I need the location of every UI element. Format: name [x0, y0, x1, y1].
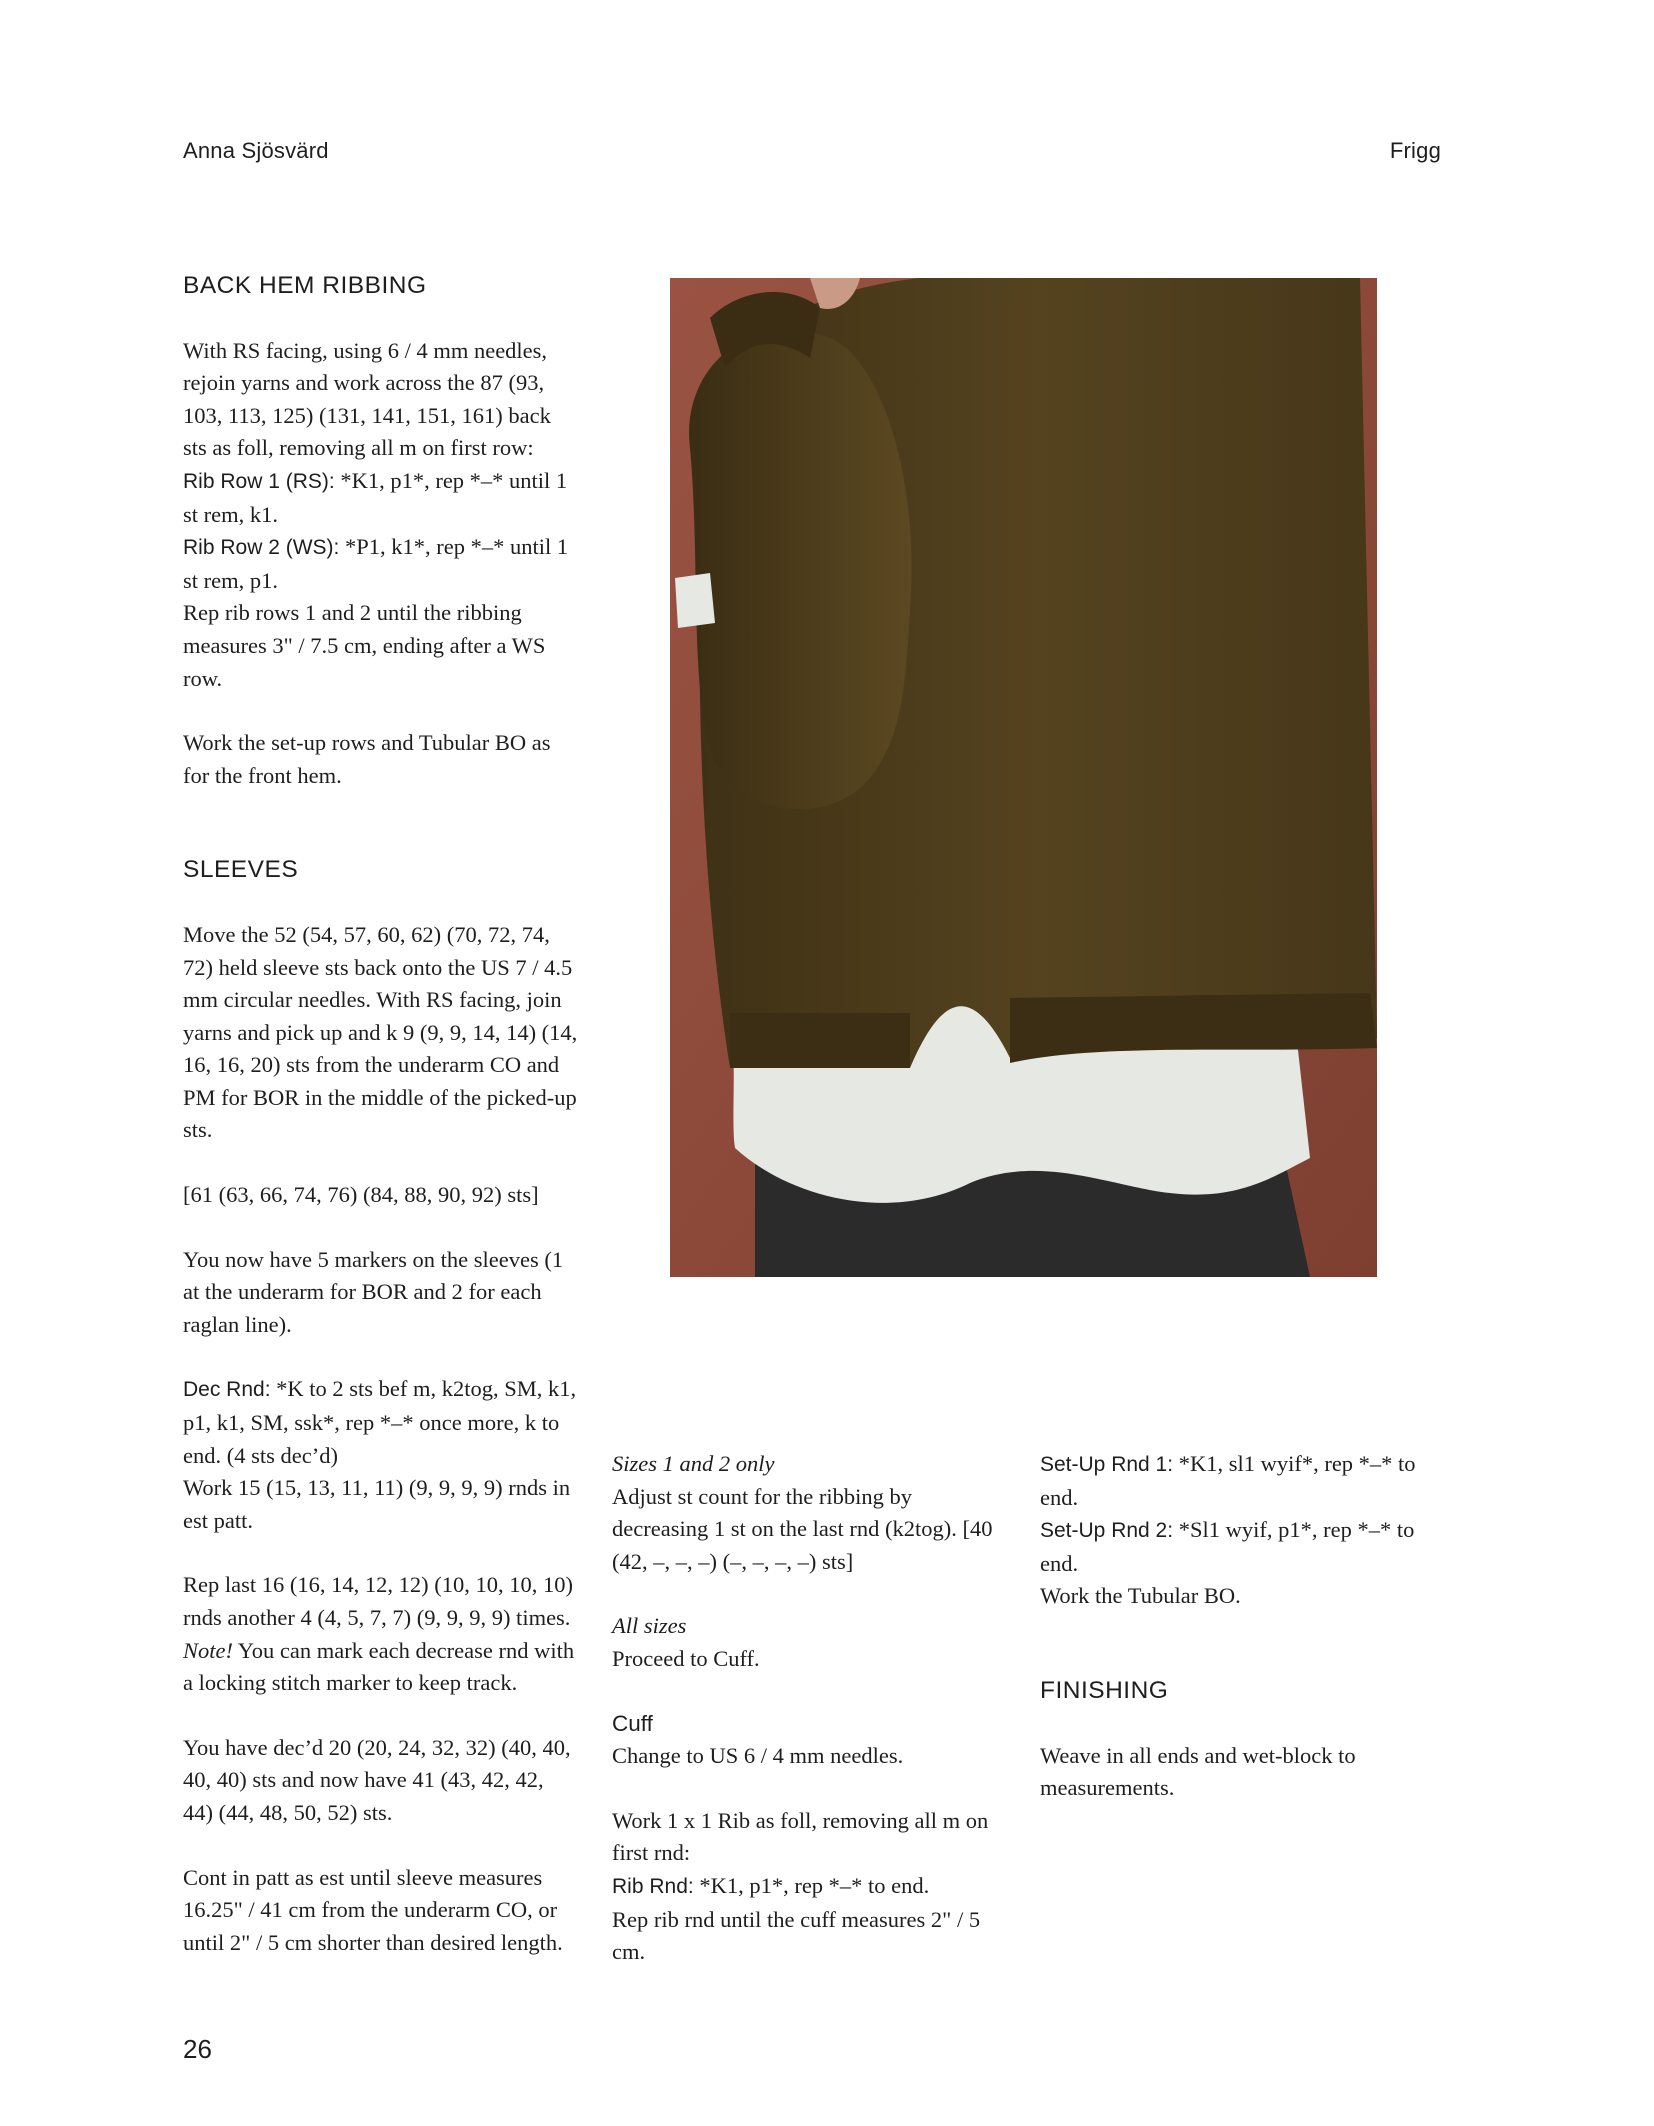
setup-rnd-2-text: *Sl1 wyif, p1*, rep *–* to end. — [1040, 1517, 1415, 1576]
rib-row-1-label: Rib Row 1 (RS): — [183, 469, 335, 493]
repeat-rnds-text: Rep last 16 (16, 14, 12, 12) (10, 10, 10, 10) rnds another 4 (4, 5, 7, 7) (9, 9, 9, 9) times. — [183, 1572, 573, 1630]
cuff-needles: Change to US 6 / 4 mm needles. — [612, 1743, 904, 1769]
rib-repeat: Rep rib rows 1 and 2 until the ribbing measures 3" / 7.5 cm, ending after a WS row. — [183, 600, 546, 691]
cuff-heading: Cuff — [612, 1710, 653, 1736]
cuff-rib: Work 1 x 1 Rib as foll, removing all m on first rnd: — [612, 1807, 989, 1866]
rib-rnd-text: *K1, p1*, rep *–* to end. — [693, 1872, 930, 1898]
sleeves-heading: SLEEVES — [183, 856, 299, 884]
dec-rnd-label: Dec Rnd: — [183, 1378, 271, 1402]
middle-column — [612, 1448, 1007, 1969]
sleeves-pickup: Move the 52 (54, 57, 60, 62) (70, 72, 74, 72) held sleeve sts back onto the US 7 / 4.5 mm circular needles. With RS facing, join yarns and pick up and k 9 (9, 9, 14, 14) (14, 16, 16, 20) sts from the underarm CO and PM for BOR in the middle of the picked-up sts. — [183, 921, 578, 1143]
work-rnds: Work 15 (15, 13, 11, 11) (9, 9, 9, 9) rnds in est patt. — [183, 1475, 571, 1533]
dec-rnd-text: *K to 2 sts bef m, k2tog, SM, k1, p1, k1, SM, ssk*, rep *–* once more, k to end. (4 sts dec’d) — [183, 1376, 577, 1468]
all-sizes-label: All sizes — [612, 1613, 687, 1639]
back-hem-heading: BACK HEM RIBBING — [183, 272, 427, 299]
author-name: Anna Sjösvärd — [183, 138, 329, 163]
right-column — [1040, 1448, 1450, 1805]
rib-rnd — [612, 1870, 1007, 1904]
rib-row-2-label: Rib Row 2 (WS): — [183, 536, 340, 560]
sweater-photo-illustration — [670, 278, 1377, 1277]
sizes-1-2-label: Sizes 1 and 2 only — [612, 1451, 775, 1476]
back-hem-setup: Work the set-up rows and Tubular BO as for the front hem. — [183, 730, 551, 788]
setup-rnd-1-text: *K1, sl1 wyif*, rep *–* to end. — [1040, 1451, 1416, 1510]
repeat-rnds — [183, 1569, 578, 1699]
sweater-photo — [670, 278, 1377, 1277]
dec-rnd — [183, 1373, 578, 1472]
setup-rnd-1-label: Set-Up Rnd 1: — [1040, 1453, 1174, 1476]
continue-pattern: Cont in patt as est until sleeve measures 16.25" / 41 cm from the underarm CO, or until 2" / 5 cm shorter than desired length. — [183, 1864, 563, 1955]
left-column — [183, 270, 578, 1959]
finishing-heading: FINISHING — [1040, 1676, 1169, 1704]
setup-rnd-2 — [1040, 1514, 1450, 1580]
setup-rnd-2-label: Set-Up Rnd 2: — [1040, 1519, 1174, 1543]
finishing-text: Weave in all ends and wet-block to measurements. — [1040, 1742, 1356, 1801]
rib-row-2 — [183, 531, 578, 597]
sts-decreased: You have dec’d 20 (20, 24, 32, 32) (40, 40, 40, 40) sts and now have 41 (43, 42, 42, 44) (44, 48, 50, 52) sts. — [183, 1734, 571, 1825]
setup-rnd-1 — [1040, 1448, 1450, 1514]
rib-rnd-label: Rib Rnd: — [612, 1874, 694, 1898]
all-sizes-text: Proceed to Cuff. — [612, 1645, 760, 1671]
note-text: You can mark each decrease rnd with a locking stitch marker to keep track. — [183, 1637, 575, 1696]
pattern-name: Frigg — [1389, 138, 1441, 163]
rib-row-1 — [183, 465, 578, 531]
rib-row-2-text: *P1, k1*, rep *–* until 1 st rem, p1. — [183, 534, 569, 593]
back-hem-intro: With RS facing, using 6 / 4 mm needles, rejoin yarns and work across the 87 (93, 103, 113, 125) (131, 141, 151, 161) back sts as foll, removing all m on first row: — [183, 337, 551, 461]
page-number: 26 — [183, 2034, 212, 2064]
rib-row-1-text: *K1, p1*, rep *–* until 1 st rem, k1. — [183, 467, 568, 527]
sleeves-stitch-count: [61 (63, 66, 74, 76) (84, 88, 90, 92) sts] — [183, 1182, 539, 1208]
sizes-1-2-text: Adjust st count for the ribbing by decreasing 1 st on the last rnd (k2tog). [40 (42, –, –, –) (–, –, –, –) sts] — [612, 1483, 993, 1574]
tubular-bo: Work the Tubular BO. — [1040, 1583, 1241, 1609]
note-label: Note! — [183, 1637, 233, 1663]
rib-rnd-repeat: Rep rib rnd until the cuff measures 2" / 5 cm. — [612, 1906, 981, 1965]
sleeves-markers: You now have 5 markers on the sleeves (1 at the underarm for BOR and 2 for each raglan line). — [183, 1246, 564, 1337]
